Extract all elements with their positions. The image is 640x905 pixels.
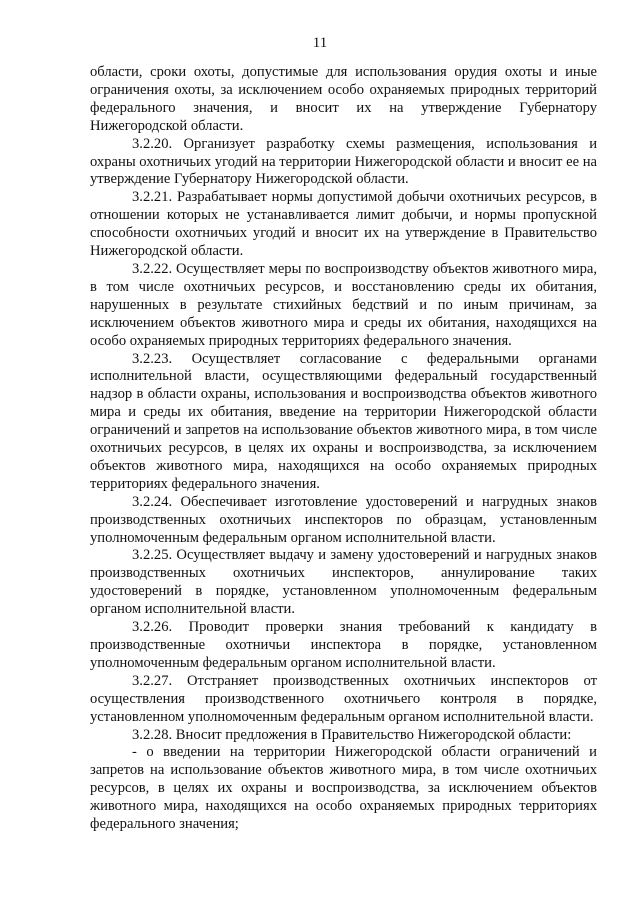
page-number: 11 xyxy=(312,35,328,51)
paragraph-3-2-21: 3.2.21. Разрабатывает нормы допустимой добычи охотничьих ресурсов, в отношении которых не устанавливается лимит добычи, и нормы пропускной способности охотничьих угодий и вносит их на утверждение в Правительство Нижегородской области. xyxy=(90,189,597,260)
paragraph-3-2-25: 3.2.25. Осуществляет выдачу и замену удостоверений и нагрудных знаков производственных охотничьих инспекторов, аннулирование таких удостоверений в порядке, установленном уполномоченным федеральным органом исполнительной власти. xyxy=(90,547,597,618)
paragraph-3-2-23: 3.2.23. Осуществляет согласование с федеральными органами исполнительной власти, осуществляющими федеральный государственный надзор в области охраны, использования и воспроизводства объектов животного мира и среды их обитания, введение на территории Нижегородской области ограничений и запретов на использование объектов животного мира, в том числе охотничьих ресурсов, в целях их охраны и воспроизводства, за исключением объектов животного мира, находящихся на особо охраняемых природных территориях федерального значения. xyxy=(90,350,597,492)
paragraph-3-2-22: 3.2.22. Осуществляет меры по воспроизводству объектов животного мира, в том числе охотничьих ресурсов, и восстановлению среды их обитания, нарушенных в результате стихийных бедствий и по иным причинам, за исключением объектов животного мира и среды их обитания, находящихся на особо охраняемых природных территориях федерального значения. xyxy=(90,260,597,349)
paragraph-3-2-24: 3.2.24. Обеспечивает изготовление удостоверений и нагрудных знаков производственных охотничьих инспекторов по образцам, установленным уполномоченным федеральным органом исполнительной власти. xyxy=(90,493,597,546)
paragraph-3-2-28: 3.2.28. Вносит предложения в Правительство Нижегородской области: xyxy=(132,726,572,743)
document-body xyxy=(90,64,597,834)
list-item-restrictions: - о введении на территории Нижегородской области ограничений и запретов на использование объектов животного мира, в том числе охотничьих ресурсов, в целях их охраны и воспроизводства, за исключением объектов животного мира, находящихся на особо охраняемых природных территориях федерального значения; xyxy=(90,744,597,833)
paragraph-3-2-26: 3.2.26. Проводит проверки знания требований к кандидату в производственные охотничьи инспектора в порядке, установленном уполномоченным федеральным органом исполнительной власти. xyxy=(90,619,597,671)
paragraph-3-2-20: 3.2.20. Организует разработку схемы размещения, использования и охраны охотничьих угодий на территории Нижегородской области и вносит ее на утверждение Губернатору Нижегородской области. xyxy=(90,135,597,188)
paragraph-continuation: области, сроки охоты, допустимые для использования орудия охоты и иные ограничения охоты, за исключением особо охраняемых природных территорий федерального значения, и вносит их на утверждение Губернатору Нижегородской области. xyxy=(90,64,597,134)
paragraph-3-2-27: 3.2.27. Отстраняет производственных охотничьих инспекторов от осуществления производственного охотничьего контроля в порядке, установленном уполномоченным федеральным органом исполнительной власти. xyxy=(90,672,597,725)
